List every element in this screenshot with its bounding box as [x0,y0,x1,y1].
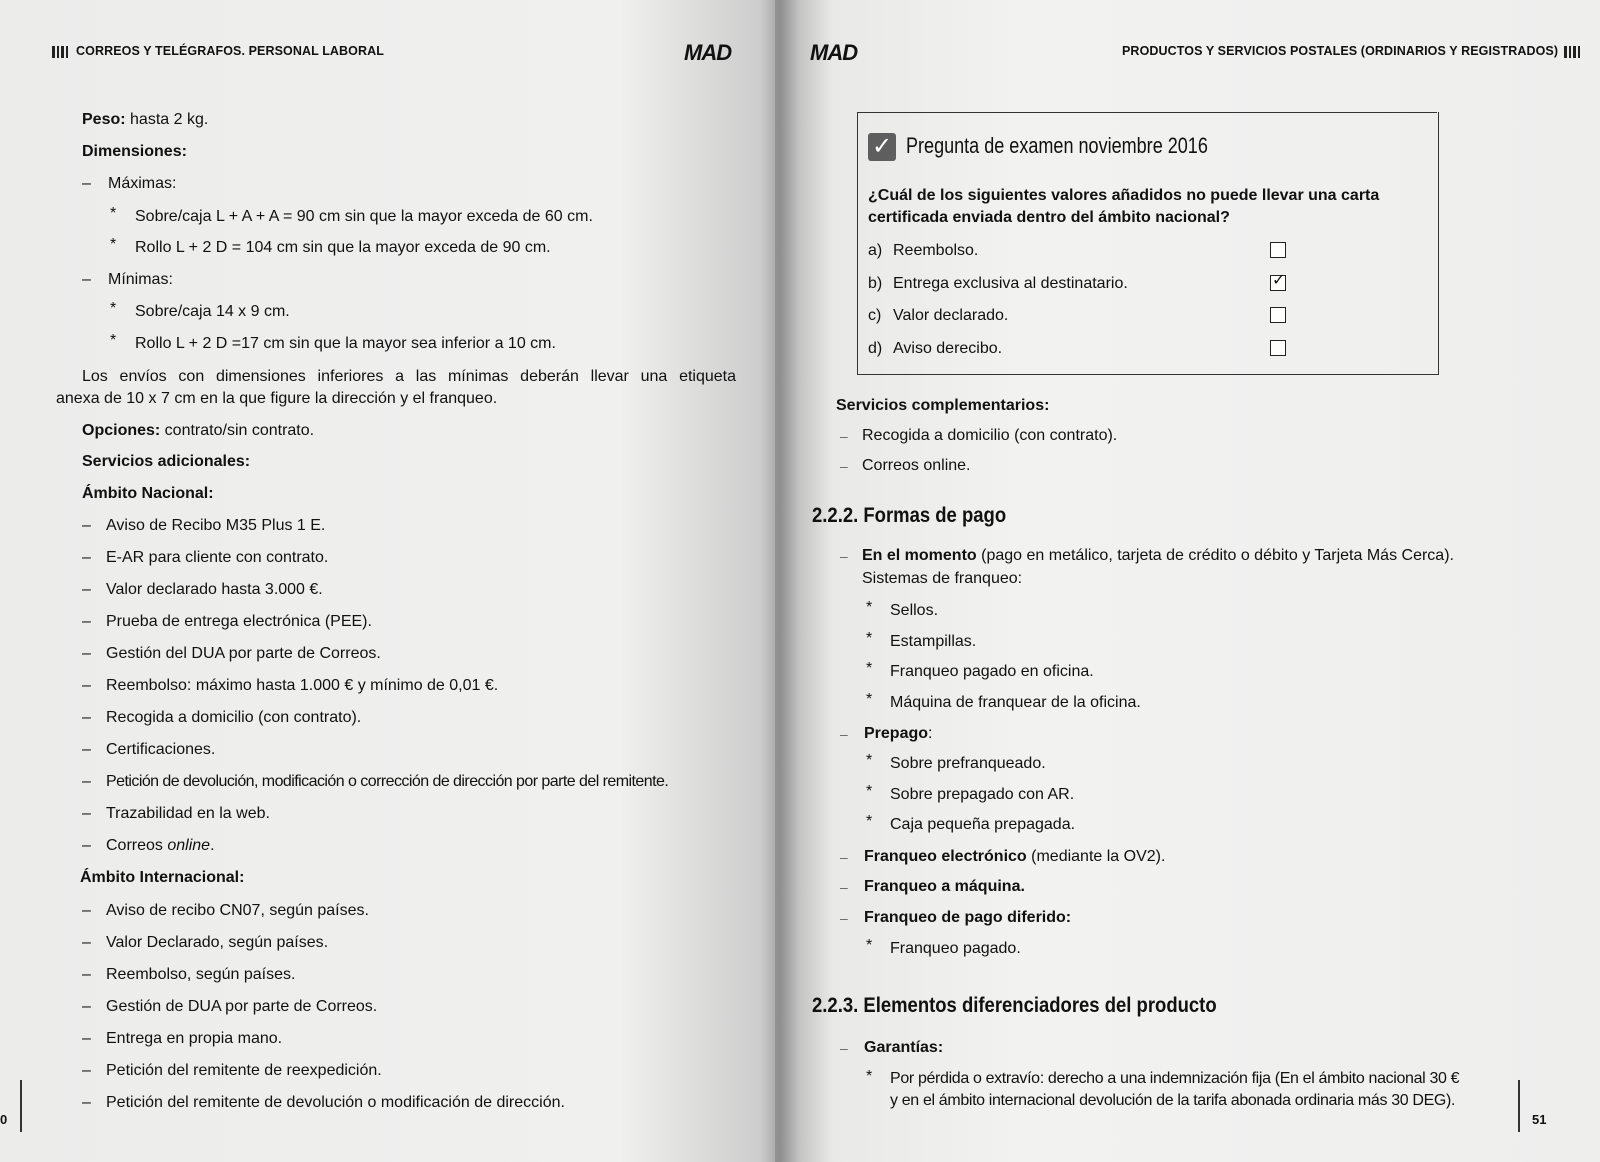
right-header: PRODUCTOS Y SERVICIOS POSTALES (ORDINARIOS Y REGISTRADOS) [1122,44,1588,58]
garantia-line: y en el ámbito internacional devolución de la tarifa abonada ordinaria más 30 DEG). [890,1092,1456,1109]
exam-option-letter: a) [868,242,883,259]
star-bullet: * [866,660,873,678]
margin-rule [1518,1080,1520,1132]
section-223-heading: 2.2.3. Elementos diferenciadores del producto [812,994,1217,1017]
dash-bullet: – [840,879,848,895]
garantias-heading: Garantías: [864,1039,944,1056]
max-item: Sobre/caja L + A + A = 90 cm sin que la mayor exceda de 60 cm. [135,208,593,225]
nacional-item: Certificaciones. [106,741,216,758]
maximas-label: Máximas: [108,175,177,192]
margin-rule [20,1080,22,1132]
left-page-number: 0 [0,1112,8,1127]
peso-line: Peso: hasta 2 kg. [82,111,209,128]
nacional-item: Valor declarado hasta 3.000 €. [106,581,323,598]
mad-logo: MAD [684,40,732,65]
dash-bullet: – [82,517,91,534]
minimas-label: Mínimas: [108,271,173,288]
paragraph-line: Los envíos con dimensiones inferiores a las mínimas deberán llevar una etiqueta [82,368,736,385]
internacional-item: Aviso de recibo CN07, según países. [106,902,369,919]
nacional-item: Recogida a domicilio (con contrato). [106,709,362,726]
exam-question-line: certificada enviada dentro del ámbito nacional? [868,209,1230,226]
dash-bullet: – [82,966,91,983]
star-bullet: * [866,813,873,831]
exam-option-text: Entrega exclusiva al destinatario. [893,274,1128,292]
star-bullet: * [866,782,873,800]
internacional-item: Petición del remitente de reexpedición. [106,1062,382,1079]
star-bullet: * [110,236,117,253]
dash-bullet: – [840,458,848,474]
exam-option-text: Valor declarado. [893,307,1009,324]
max-item: Rollo L + 2 D = 104 cm sin que la mayor exceda de 90 cm. [135,239,551,256]
franqueo-diferido-line: Franqueo de pago diferido: [864,909,1072,926]
prepago-item: Caja pequeña prepagada. [890,816,1076,834]
nacional-item: Prueba de entrega electrónica (PEE). [106,613,372,630]
left-header: CORREOS Y TELÉGRAFOS. PERSONAL LABORAL [52,44,384,58]
star-bullet: * [866,629,873,647]
star-bullet: * [866,1068,873,1085]
star-bullet: * [110,332,117,349]
dash-bullet: – [840,1040,848,1056]
checkbox-icon[interactable] [1270,271,1286,291]
dash-bullet: – [82,773,91,790]
franqueo-item: Estampillas. [890,632,977,650]
exam-check-icon: ✓ [868,133,896,161]
dash-bullet: – [82,549,91,566]
nacional-item: Trazabilidad en la web. [106,805,270,822]
dash-bullet: – [840,849,848,865]
exam-option-text: Reembolso. [893,242,979,259]
dash-bullet: – [82,998,91,1015]
exam-option-letter: b) [868,274,883,292]
internacional-item: Petición del remitente de devolución o modificación de dirección. [106,1094,565,1111]
diferido-item: Franqueo pagado. [890,940,1021,957]
dash-bullet: – [840,428,848,444]
internacional-item: Valor Declarado, según países. [106,934,329,951]
garantia-line: Por pérdida o extravío: derecho a una indemnización fija (En el ámbito nacional 30 € [890,1070,1460,1087]
star-bullet: * [866,691,873,709]
franqueo-item: Franqueo pagado en oficina. [890,663,1094,681]
ambito-nacional-heading: Ámbito Nacional: [82,485,214,502]
left-page [0,0,775,1162]
franqueo-item: Máquina de franquear de la oficina. [890,694,1141,712]
dash-bullet: – [82,1094,91,1111]
paragraph-line: anexa de 10 x 7 cm en la que figure la dirección y el franqueo. [56,390,498,407]
exam-question-line: ¿Cuál de los siguientes valores añadidos no puede llevar una carta [868,187,1380,204]
nacional-item: Aviso de Recibo M35 Plus 1 E. [106,517,326,534]
dash-bullet: – [82,613,91,630]
nacional-item: Reembolso: máximo hasta 1.000 € y mínimo de 0,01 €. [106,677,499,694]
dash-bullet: – [82,805,91,822]
nacional-item: E-AR para cliente con contrato. [106,549,329,566]
dash-bullet: – [82,902,91,919]
prepago-item: Sobre prefranqueado. [890,755,1046,772]
ambito-internacional-heading: Ámbito Internacional: [80,869,245,886]
dash-bullet: – [82,645,91,662]
star-bullet: * [866,599,873,616]
en-el-momento-line: En el momento (pago en metálico, tarjeta de crédito o débito y Tarjeta Más Cerca). [862,547,1454,564]
section-222-heading: 2.2.2. Formas de pago [812,504,1007,527]
dash-bullet: – [82,175,91,192]
right-page-number: 51 [1532,1112,1547,1127]
checkbox-icon[interactable] [1270,242,1286,258]
sistemas-franqueo-label: Sistemas de franqueo: [862,570,1023,587]
checkmark-icon: ✓ [1272,271,1286,289]
opciones-line: Opciones: contrato/sin contrato. [82,422,315,439]
correos-online-item: Correos online. [106,837,215,854]
prepago-item: Sobre prepagado con AR. [890,785,1075,803]
star-bullet: * [866,937,873,954]
servicios-adicionales-heading: Servicios adicionales: [82,453,251,470]
dash-bullet: – [840,548,848,564]
franqueo-maquina-line: Franqueo a máquina. [864,878,1025,895]
franqueo-electronico-line: Franqueo electrónico (mediante la OV2). [864,848,1166,865]
dash-bullet: – [82,581,91,598]
star-bullet: * [110,300,117,317]
header-bars-icon [52,46,70,58]
nacional-item: Petición de devolución, modificación o corrección de dirección por parte del remitente. [106,773,669,790]
dash-bullet: – [82,837,91,854]
internacional-item: Entrega en propia mano. [106,1030,283,1047]
header-bars-icon [1564,46,1582,58]
nacional-item: Gestión del DUA por parte de Correos. [106,645,381,662]
dash-bullet: – [82,709,91,726]
dash-bullet: – [82,934,91,951]
complementario-item: Recogida a domicilio (con contrato). [862,427,1118,444]
complementario-item: Correos online. [862,457,971,474]
dimensiones-heading: Dimensiones: [82,143,187,160]
exam-title: Pregunta de examen noviembre 2016 [906,133,1208,158]
prepago-line: Prepago: [864,725,933,742]
dash-bullet: – [840,726,848,742]
checkbox-icon[interactable] [1270,307,1286,323]
exam-option-letter: c) [868,307,882,324]
dash-bullet: – [82,1030,91,1047]
gutter-shadow [760,0,800,1162]
dash-bullet: – [82,1062,91,1079]
checkbox-icon[interactable] [1270,340,1286,356]
dash-bullet: – [82,741,91,758]
dash-bullet: – [840,910,848,926]
star-bullet: * [866,752,873,769]
internacional-item: Reembolso, según países. [106,966,296,983]
dash-bullet: – [82,677,91,694]
franqueo-item: Sellos. [890,602,939,619]
star-bullet: * [110,205,117,222]
internacional-item: Gestión de DUA por parte de Correos. [106,998,378,1015]
servicios-complementarios-heading: Servicios complementarios: [836,397,1050,414]
mad-logo: MAD [810,40,858,65]
exam-option-text: Aviso derecibo. [893,339,1003,357]
exam-option-letter: d) [868,339,883,357]
dash-bullet: – [82,271,91,288]
min-item: Rollo L + 2 D =17 cm sin que la mayor sea inferior a 10 cm. [135,335,556,352]
min-item: Sobre/caja 14 x 9 cm. [135,303,290,320]
